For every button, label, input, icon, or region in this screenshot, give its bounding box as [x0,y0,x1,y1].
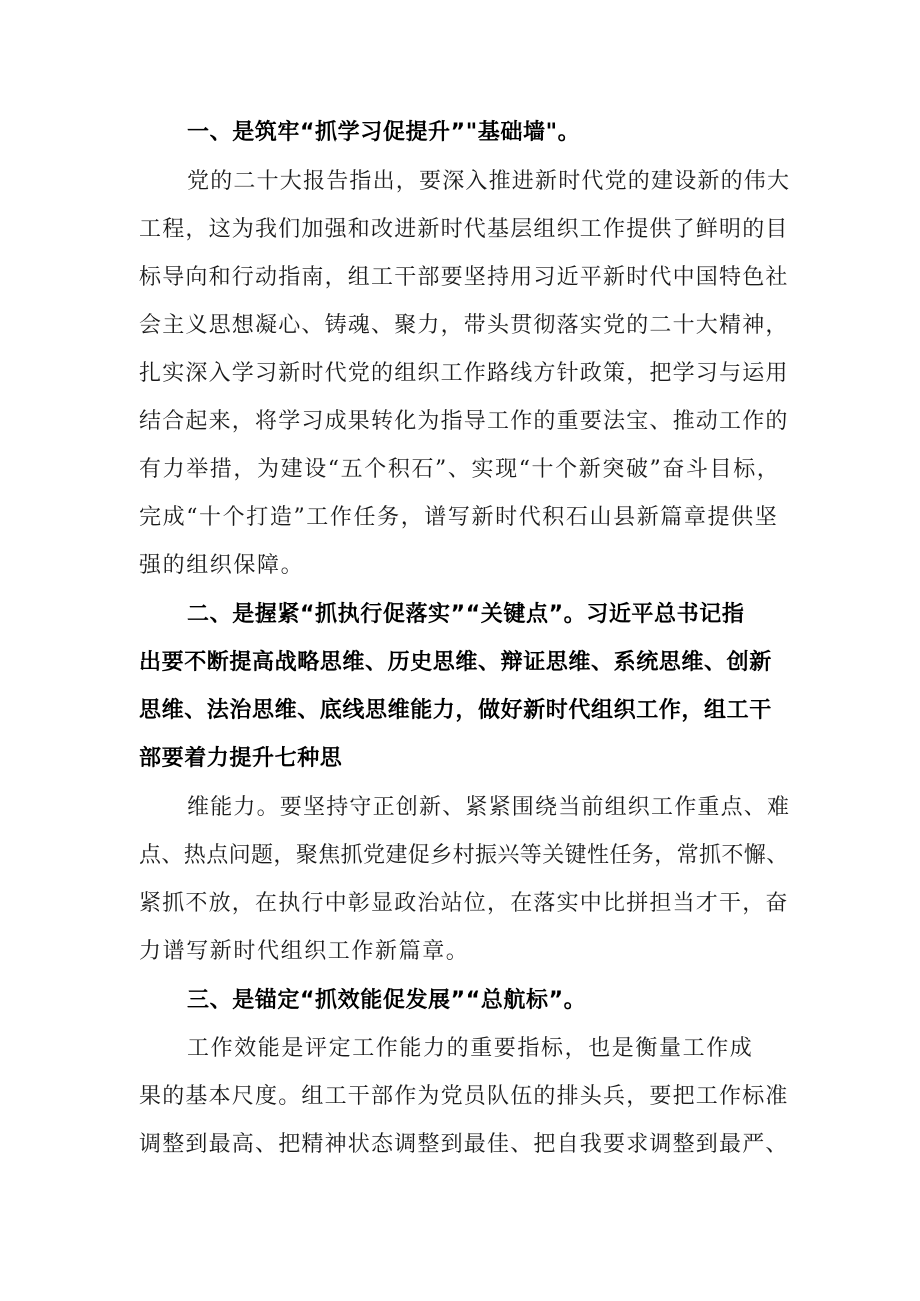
paragraph-line: 完成“十个打造”工作任务，谱写新时代积石山县新篇章提供坚 [139,505,779,530]
heading-2-line: 部要着力提升七种思 [139,746,343,771]
paragraph-line: 有力举措，为建设“五个积石”、实现“十个新突破”奋斗目标， [139,457,781,482]
paragraph-line: 强的组织保障。 [139,553,305,578]
paragraph-line: 党的二十大报告指出，要深入推进新时代党的建设新的伟大 [187,169,791,194]
paragraph-line: 果的基本尺度。组工干部作为党员队伍的排头兵，要把工作标准 [139,1084,789,1109]
paragraph-line: 工程，这为我们加强和改进新时代基层组织工作提供了鲜明的目 [139,217,789,242]
heading-3: 三、是锚定“抓效能促发展”“总航标”。 [187,988,587,1013]
paragraph-line: 紧抓不放，在执行中彰显政治站位，在落实中比拼担当才干，奋 [139,891,789,916]
paragraph-line: 力谱写新时代组织工作新篇章。 [139,939,470,964]
heading-2: 二、是握紧“抓执行促落实”“关键点”。习近平总书记指 [187,602,745,627]
heading-2-line: 出要不断提高战略思维、历史思维、辩证思维、系统思维、创新 [139,650,772,675]
heading-1: 一、是筑牢“抓学习促提升”"基础墙"。 [187,120,581,145]
paragraph-line: 点、热点问题，聚焦抓党建促乡村振兴等关键性任务，常抓不懈、 [139,843,789,868]
paragraph-line: 会主义思想凝心、铸魂、聚力，带头贯彻落实党的二十大精神， [139,313,789,338]
paragraph-line: 工作效能是评定工作能力的重要指标，也是衡量工作成 [187,1036,754,1061]
paragraph-line: 结合起来，将学习成果转化为指导工作的重要法宝、推动工作的 [139,409,789,434]
paragraph-line: 维能力。要坚持守正创新、紧紧围绕当前组织工作重点、难 [187,795,791,820]
paragraph-line: 标导向和行动指南，组工干部要坚持用习近平新时代中国特色社 [139,265,789,290]
paragraph-line: 调整到最高、把精神状态调整到最佳、把自我要求调整到最严、 [139,1132,789,1157]
heading-2-line: 思维、法治思维、底线思维能力，做好新时代组织工作，组工干 [139,698,772,723]
paragraph-line: 扎实深入学习新时代党的组织工作路线方针政策，把学习与运用 [139,361,789,386]
